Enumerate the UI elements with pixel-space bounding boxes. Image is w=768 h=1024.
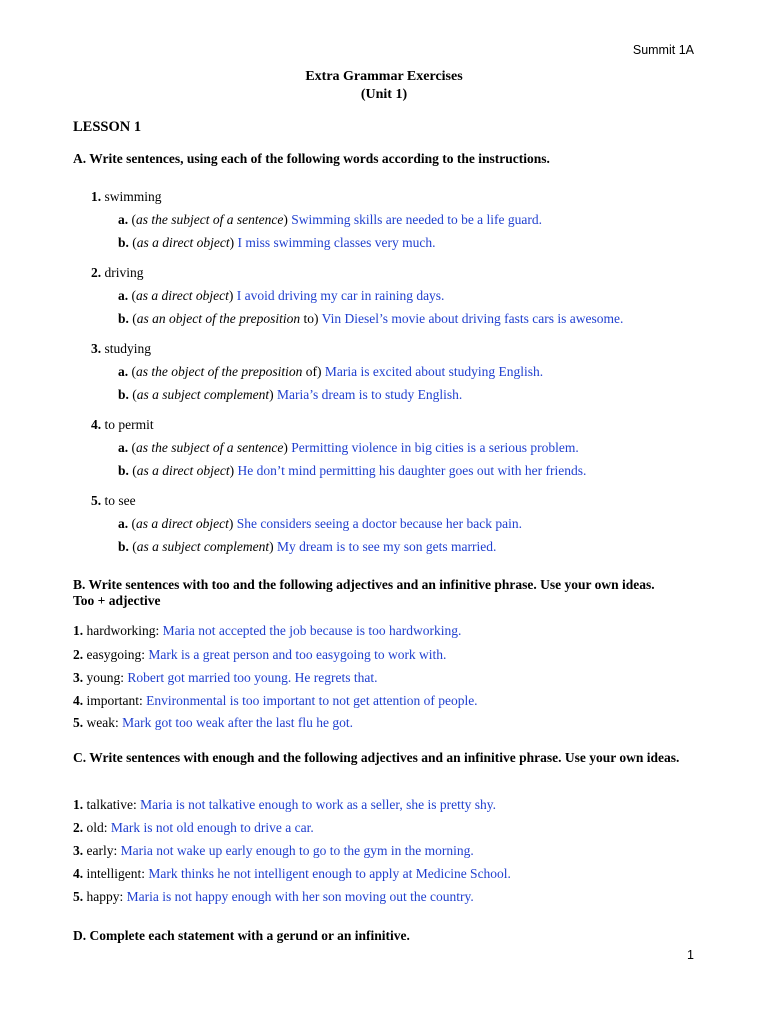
- answer-text: I miss swimming classes very much.: [237, 235, 436, 250]
- section-a-item-2b: b. (as an object of the preposition to) Vin Diesel’s movie about driving fasts cars is awesome.: [118, 311, 624, 326]
- item-word: to permit: [104, 417, 154, 432]
- answer-text: Mark is a great person and too easygoing to work with.: [148, 647, 447, 662]
- section-a-title: A. Write sentences, using each of the following words according to the instructions.: [73, 151, 550, 166]
- section-a-item-3b: b. (as a subject complement) Maria’s dream is to study English.: [118, 387, 463, 402]
- answer-text: Vin Diesel’s movie about driving fasts cars is awesome.: [321, 311, 624, 326]
- section-a-item-5: 5. to see: [91, 493, 136, 508]
- section-a-item-5b: b. (as a subject complement) My dream is to see my son gets married.: [118, 539, 497, 554]
- answer-text: Maria not wake up early enough to go to the gym in the morning.: [120, 843, 474, 858]
- section-b-item-3: 3. young: Robert got married too young. He regrets that.: [73, 670, 378, 685]
- answer-text: Permitting violence in big cities is a serious problem.: [291, 440, 579, 455]
- answer-text: Maria is not talkative enough to work as a seller, she is pretty shy.: [140, 797, 496, 812]
- section-b-item-2: 2. easygoing: Mark is a great person and too easygoing to work with.: [73, 647, 447, 662]
- section-a-item-3a: a. (as the object of the preposition of) Maria is excited about studying English.: [118, 364, 544, 379]
- answer-text: Environmental is too important to not get attention of people.: [146, 693, 478, 708]
- section-b-subtitle: Too + adjective: [73, 593, 161, 608]
- section-d-title: D. Complete each statement with a gerund or an infinitive.: [73, 928, 410, 943]
- section-a-item-1a: a. (as the subject of a sentence) Swimming skills are needed to be a life guard.: [118, 212, 543, 227]
- section-a-item-2a: a. (as a direct object) I avoid driving my car in raining days.: [118, 288, 445, 303]
- item-word: swimming: [104, 189, 162, 204]
- answer-text: Maria’s dream is to study English.: [276, 387, 463, 402]
- answer-text: She considers seeing a doctor because her back pain.: [236, 516, 523, 531]
- lesson-heading: LESSON 1: [73, 119, 142, 135]
- document-title: [0, 68, 768, 104]
- section-c-item-4: 4. intelligent: Mark thinks he not intelligent enough to apply at Medicine School.: [73, 866, 511, 881]
- section-b-title: B. Write sentences with too and the following adjectives and an infinitive phrase. Use your own ideas.: [73, 577, 655, 592]
- answer-text: Maria not accepted the job because is too hardworking.: [162, 623, 462, 638]
- item-word: to see: [104, 493, 136, 508]
- page-number: 1: [687, 948, 694, 962]
- section-a-item-3: 3. studying: [91, 341, 152, 356]
- answer-text: Maria is not happy enough with her son moving out the country.: [126, 889, 474, 904]
- section-c-item-3: 3. early: Maria not wake up early enough to go to the gym in the morning.: [73, 843, 474, 858]
- section-a-item-1: 1. swimming: [91, 189, 162, 204]
- title-line-2: (Unit 1): [360, 87, 408, 102]
- header-course-label: Summit 1A: [632, 43, 694, 57]
- answer-text: My dream is to see my son gets married.: [276, 539, 497, 554]
- section-c-item-2: 2. old: Mark is not old enough to drive a car.: [73, 820, 314, 835]
- answer-text: Mark thinks he not intelligent enough to apply at Medicine School.: [148, 866, 511, 881]
- section-b-item-1: 1. hardworking: Maria not accepted the job because is too hardworking.: [73, 623, 462, 638]
- section-a-item-4b: b. (as a direct object) He don’t mind permitting his daughter goes out with her friends.: [118, 463, 587, 478]
- section-a-item-5a: a. (as a direct object) She considers seeing a doctor because her back pain.: [118, 516, 523, 531]
- title-line-1: Extra Grammar Exercises: [305, 69, 463, 84]
- item-word: studying: [104, 341, 152, 356]
- answer-text: I avoid driving my car in raining days.: [236, 288, 445, 303]
- answer-text: Mark is not old enough to drive a car.: [110, 820, 314, 835]
- section-b-item-4: 4. important: Environmental is too important to not get attention of people.: [73, 693, 478, 708]
- section-a-item-4a: a. (as the subject of a sentence) Permitting violence in big cities is a serious problem.: [118, 440, 579, 455]
- section-c-title: C. Write sentences with enough and the following adjectives and an infinitive phrase. Use your own ideas.: [73, 750, 680, 765]
- answer-text: Mark got too weak after the last flu he got.: [122, 715, 354, 730]
- item-word: driving: [104, 265, 144, 280]
- section-a-item-2: 2. driving: [91, 265, 144, 280]
- answer-text: Swimming skills are needed to be a life guard.: [291, 212, 543, 227]
- answer-text: He don’t mind permitting his daughter goes out with her friends.: [237, 463, 587, 478]
- answer-text: Maria is excited about studying English.: [324, 364, 544, 379]
- section-a-item-1b: b. (as a direct object) I miss swimming classes very much.: [118, 235, 436, 250]
- answer-text: Robert got married too young. He regrets that.: [127, 670, 378, 685]
- section-a-item-4: 4. to permit: [91, 417, 154, 432]
- section-c-item-1: 1. talkative: Maria is not talkative enough to work as a seller, she is pretty shy.: [73, 797, 496, 812]
- section-c-item-5: 5. happy: Maria is not happy enough with her son moving out the country.: [73, 889, 474, 904]
- section-b-item-5: 5. weak: Mark got too weak after the last flu he got.: [73, 715, 354, 730]
